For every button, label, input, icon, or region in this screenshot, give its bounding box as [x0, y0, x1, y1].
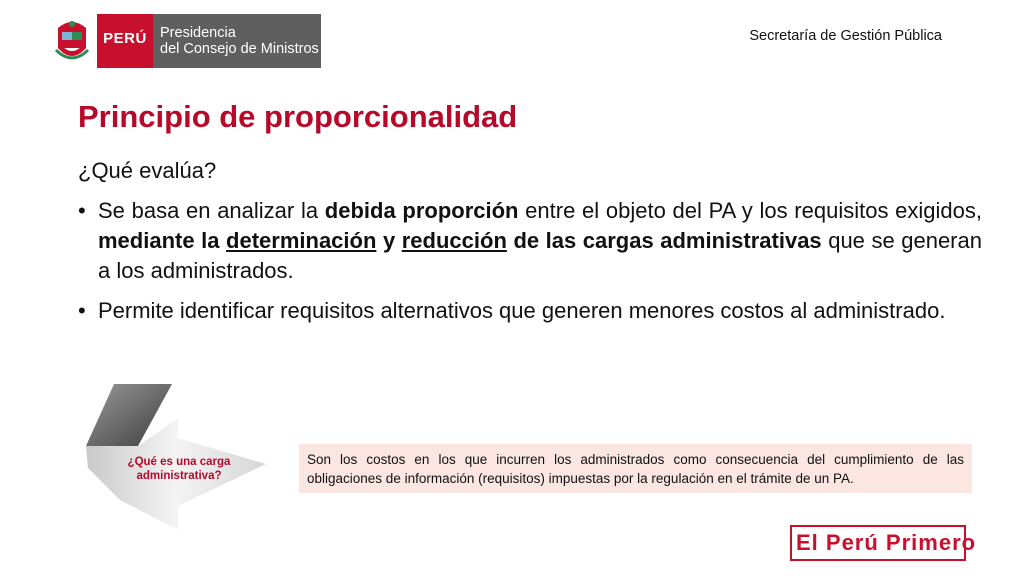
- arrow-label: ¿Qué es una carga administrativa?: [127, 456, 231, 482]
- bullet-icon: •: [78, 198, 86, 223]
- secretaria-label: Secretaría de Gestión Pública: [749, 28, 942, 44]
- bullet-item: [78, 196, 982, 286]
- definition-box: Son los costos en los que incurren los administrados como consecuencia del cumplimiento de las obligaciones de información (requisitos) impuestas por la regulación en el trámite de un PA.: [299, 444, 972, 493]
- logo-institution: [153, 14, 321, 68]
- bullet-emphasis: de las cargas administrativas: [513, 228, 822, 253]
- logo-line-1: Presidencia: [160, 25, 236, 41]
- bullet-emphasis: mediante la: [98, 228, 220, 253]
- slide-subtitle: ¿Qué evalúa?: [78, 158, 217, 183]
- bullet-underlined: reducción: [401, 228, 507, 253]
- bullet-text: entre el objeto del PA y los requisitos exigidos,: [518, 198, 982, 223]
- bullet-text: Permite identificar requisitos alternativos que generen menores costos al administrado.: [98, 298, 946, 323]
- bullet-list: [78, 196, 982, 336]
- bullet-icon: •: [78, 298, 86, 323]
- bullet-item: [78, 296, 982, 326]
- slide-title: Principio de proporcionalidad: [78, 99, 518, 134]
- bullet-text: que se generan a los administrados.: [98, 228, 982, 283]
- bullet-emphasis: debida proporción: [324, 198, 519, 223]
- coat-of-arms-icon: [52, 14, 92, 68]
- bullet-emphasis: y: [382, 228, 396, 253]
- logo-country: PERÚ: [97, 14, 153, 68]
- bullet-text: Se basa en analizar la: [98, 198, 325, 223]
- logo-line-2: del Consejo de Ministros: [160, 41, 319, 57]
- footer-logo-text: El Perú Primero: [796, 530, 977, 555]
- pcm-logo: [52, 14, 321, 68]
- bullet-underlined: determinación: [226, 228, 377, 253]
